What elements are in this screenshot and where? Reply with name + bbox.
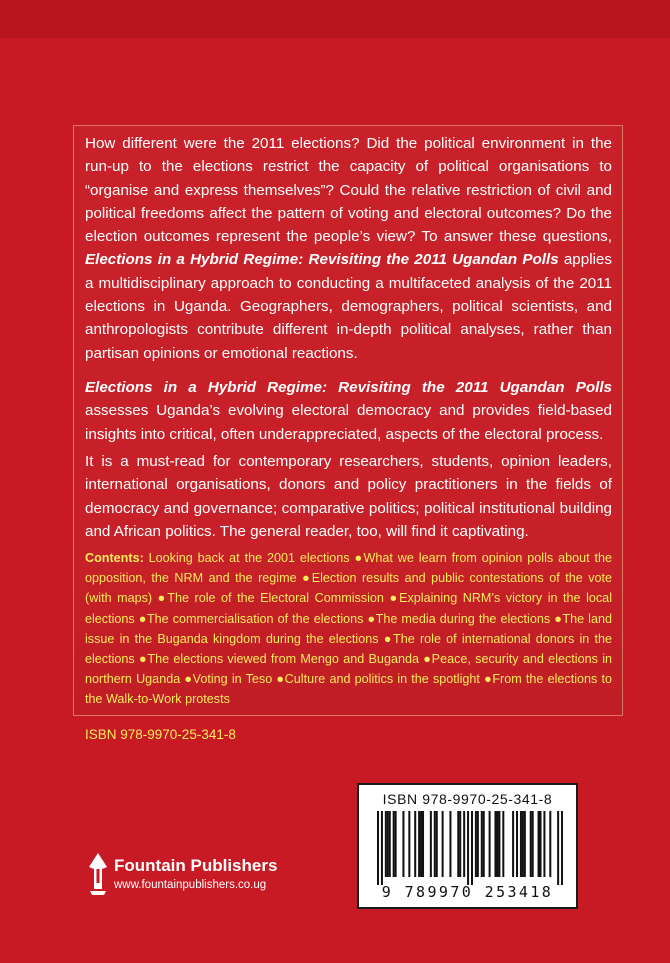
barcode-bar xyxy=(393,811,395,877)
barcode-bar xyxy=(549,811,551,877)
barcode-bar xyxy=(489,811,491,877)
barcode-bar xyxy=(483,811,485,877)
barcode-bar xyxy=(502,811,504,877)
barcode-bar xyxy=(540,811,542,877)
publisher-name: Fountain Publishers xyxy=(114,856,278,875)
barcode-bar xyxy=(459,811,461,877)
barcode-bar xyxy=(498,811,500,877)
barcode-bar xyxy=(430,811,432,877)
barcode-bar xyxy=(457,811,459,877)
contents-list xyxy=(85,548,612,710)
barcode-bar xyxy=(532,811,534,877)
publisher-url: www.fountainpublishers.co.ug xyxy=(114,879,267,891)
barcode-bar xyxy=(408,811,410,877)
barcode xyxy=(357,783,578,909)
barcode-bar xyxy=(381,811,383,885)
top-band xyxy=(0,0,670,38)
blurb-paragraph-1 xyxy=(85,132,612,365)
barcode-isbn-label: ISBN 978-9970-25-341-8 xyxy=(382,791,553,807)
fountain-pen-logo-icon xyxy=(85,851,111,897)
barcode-bar xyxy=(477,811,479,877)
contents-label: Contents: xyxy=(85,551,144,565)
barcode-bar xyxy=(385,811,387,877)
barcode-bars xyxy=(377,811,563,885)
blurb-p1-text-a: How different were the 2011 elections? Did the political environment in the run-up to the elections restrict the capacity of political organisations to “organise and express themselves”? Could the relative restriction of civil and political freedoms affect the pattern of voting and electoral outcomes? Do the election outcomes represent the people’s view? To answer these questions, xyxy=(85,135,612,246)
barcode-bar xyxy=(557,811,559,885)
barcode-bar xyxy=(530,811,532,877)
barcode-bar xyxy=(516,811,518,877)
book-title-inline: Elections in a Hybrid Regime: Revisiting the 2011 Ugandan Polls xyxy=(85,251,559,269)
barcode-bar xyxy=(418,811,420,877)
barcode-bar xyxy=(414,811,416,877)
barcode-bar xyxy=(494,811,496,877)
barcode-bar xyxy=(402,811,404,877)
barcode-bar xyxy=(538,811,540,877)
contents-text: Looking back at the 2001 elections ●What we learn from opinion polls about the opposition, the NRM and the regime ●Election results and public contestations of the vote (with maps) ●The role of the Electoral Commission ●Explaining NRM’s victory in the local elections ●The commercialisation of the elections ●The media during the elections ●The land issue in the Buganda kingdom during the elections ●The role of international donors in the elections ●The elections viewed from Mengo and Buganda ●Peace, security and elections in northern Uganda ●Voting in Teso ●Culture and politics in the spotlight ●From the elections to the Walk-to-Work protests xyxy=(85,551,612,707)
barcode-digits: 9 789970 253418 xyxy=(381,883,554,901)
barcode-bar xyxy=(475,811,477,877)
barcode-bar xyxy=(496,811,498,877)
barcode-bar xyxy=(512,811,514,877)
barcode-bar xyxy=(522,811,524,877)
barcode-bar xyxy=(389,811,391,877)
barcode-bar xyxy=(436,811,438,877)
blurb-p1-text-b: applies a multidisciplinary approach to conducting a multifaceted analysis of the 2011 elections in Uganda. Geographers, demographers, political scientists, and anthropologists contribute different in-depth political analyses, rather than partisan opinions or emotional reactions. xyxy=(85,251,612,362)
barcode-bar xyxy=(420,811,422,877)
barcode-bar xyxy=(449,811,451,877)
barcode-bar xyxy=(524,811,526,877)
isbn-text: ISBN 978-9970-25-341-8 xyxy=(85,727,236,742)
book-title-inline-2: Elections in a Hybrid Regime: Revisiting the 2011 Ugandan Polls xyxy=(85,379,612,396)
barcode-bar xyxy=(434,811,436,877)
barcode-bar xyxy=(442,811,444,877)
barcode-bar xyxy=(463,811,465,877)
barcode-bar xyxy=(387,811,389,877)
blurb-paragraph-2 xyxy=(85,376,612,446)
blurb-p2-text: assesses Uganda’s evolving electoral democracy and provides field-based insights into critical, often underappreciated, aspects of the electoral process. xyxy=(85,402,612,443)
barcode-bar xyxy=(520,811,522,877)
barcode-bar xyxy=(471,811,473,885)
barcode-bar xyxy=(467,811,469,885)
barcode-bar xyxy=(481,811,483,877)
barcode-bar xyxy=(422,811,424,877)
barcode-bar xyxy=(395,811,397,877)
blurb-paragraph-3: It is a must-read for contemporary researchers, students, opinion leaders, international organisations, donors and policy practitioners in the fields of democracy and governance; comparative politics; political institutional building and African politics. The general reader, too, will find it captivating. xyxy=(85,453,612,540)
barcode-bar xyxy=(377,811,379,885)
barcode-bar xyxy=(543,811,545,877)
barcode-bar xyxy=(561,811,563,885)
